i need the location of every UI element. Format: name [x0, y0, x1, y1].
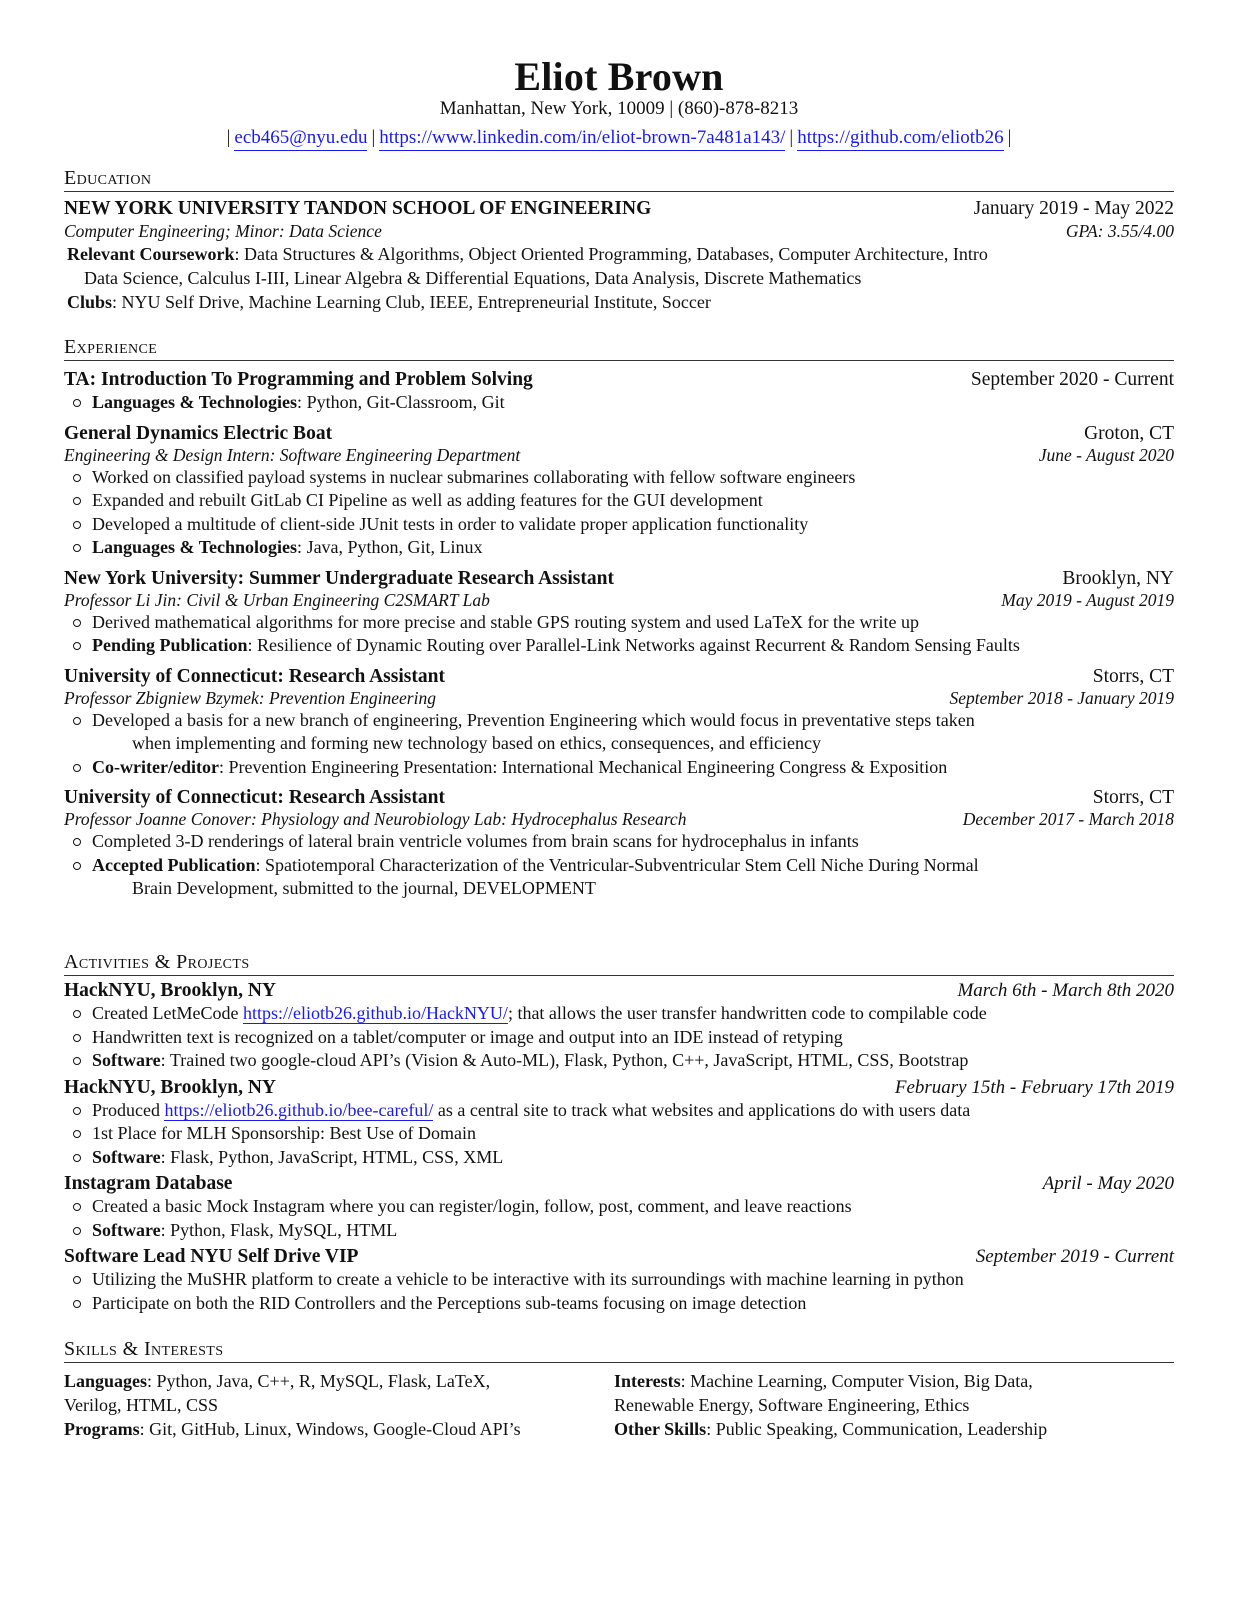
letmecode-link[interactable]: https://eliotb26.github.io/HackNYU/ — [242, 1003, 508, 1023]
bullet-icon — [73, 497, 81, 505]
job-dates: June - August 2020 — [1038, 444, 1174, 465]
coursework-text: Data Structures & Algorithms, Object Oriented Programming, Databases, Computer Architecture, Intro — [244, 244, 988, 264]
job-dates: September 2018 - January 2019 — [949, 687, 1174, 708]
bullet-text: Prevention Engineering Presentation: International Mechanical Engineering Congress & Exposition — [228, 756, 948, 777]
job-role: Professor Zbigniew Bzymek: Prevention Engineering — [64, 687, 436, 708]
project-entry — [64, 1077, 1174, 1170]
bullet-item — [64, 1122, 1174, 1146]
school-name: NEW YORK UNIVERSITY TANDON SCHOOL OF ENGINEERING — [64, 198, 652, 219]
bullet-item — [64, 1195, 1174, 1219]
job-role: Professor Joanne Conover: Physiology and Neurobiology Lab: Hydrocephalus Research — [64, 809, 687, 829]
languages-line: Languages: Python, Java, C++, R, MySQL, Flask, LaTeX, — [64, 1371, 491, 1391]
separator: | — [789, 127, 794, 148]
bullet-icon — [73, 1057, 81, 1065]
project-entry — [64, 980, 1174, 1073]
bullet-item: Co-writer/editor: Prevention Engineering Presentation: International Mechanical Engineering Congress & Exposition — [64, 756, 1174, 780]
bullet-label: Languages & Technologies — [92, 537, 298, 557]
job-subheader — [64, 445, 1174, 466]
programs-line: Programs: Git, GitHub, Linux, Windows, Google-Cloud API’s — [64, 1419, 521, 1439]
clubs-label: Clubs — [67, 292, 113, 312]
bullet-item: Accepted Publication: Spatiotemporal Characterization of the Ventricular-Subventricular Stem Cell Niche During Normal Brain Development, submitted to the journal, DEVELOPMENT — [64, 854, 1174, 901]
bullet-text: Developed a multitude of client-side JUnit tests in order to validate proper application functionality — [92, 513, 809, 534]
bullet-text: Trained two google-cloud API’s (Vision & Auto-ML), Flask, Python, C++, JavaScript, HTML, CSS, Bootstrap — [169, 1050, 969, 1070]
bullet-text: 1st Place for MLH Sponsorship: Best Use of Domain — [92, 1123, 476, 1143]
email-link[interactable]: ecb465@nyu.edu — [234, 127, 367, 151]
job-header — [64, 666, 1174, 688]
degree: Computer Engineering; Minor: Data Science — [64, 221, 382, 241]
bullet-item: Languages & Technologies: Java, Python, Git, Linux — [64, 536, 1174, 560]
github-link[interactable]: https://github.com/eliotb26 — [797, 127, 1003, 151]
job-header — [64, 568, 1174, 590]
clubs-text: NYU Self Drive, Machine Learning Club, IEEE, Entrepreneurial Institute, Soccer — [121, 292, 711, 312]
job-header — [64, 369, 1174, 391]
project-title: Instagram Database — [64, 1173, 233, 1194]
bullet-item: Software: Trained two google-cloud API’s (Vision & Auto-ML), Flask, Python, C++, JavaScript, HTML, CSS, Bootstrap — [64, 1049, 1174, 1073]
interests-label: Interests — [614, 1371, 681, 1391]
bullet-text: Utilizing the MuSHR platform to create a vehicle to be interactive with its surroundings with machine learning in python — [92, 1269, 964, 1289]
job-bullets — [64, 709, 1174, 780]
bullet-item — [64, 1002, 1174, 1026]
job-location: Brooklyn, NY — [1062, 567, 1174, 589]
job-subheader — [64, 688, 1174, 709]
bullet-icon — [73, 1034, 81, 1042]
bullet-icon — [73, 544, 81, 552]
bullet-icon — [73, 521, 81, 529]
separator: | — [226, 127, 231, 148]
bullet-text: Flask, Python, JavaScript, HTML, CSS, XML — [170, 1146, 504, 1167]
bullet-icon — [73, 838, 81, 846]
job-subheader — [64, 590, 1174, 611]
address-phone: Manhattan, New York, 10009 | (860)-878-8213 — [439, 98, 799, 119]
bullet-label: Software — [92, 1146, 161, 1167]
interests-line: Interests: Machine Learning, Computer Vision, Big Data, — [614, 1371, 1033, 1391]
job-title: General Dynamics Electric Boat — [64, 422, 333, 444]
job-entry — [64, 666, 1174, 780]
job-bullets — [64, 391, 1174, 415]
bee-careful-link[interactable]: https://eliotb26.github.io/bee-careful/ — [164, 1099, 434, 1120]
job-bullets — [64, 466, 1174, 560]
bullet-text: ; that allows the user transfer handwritten code to compilable code — [507, 1003, 987, 1023]
programs-label: Programs — [64, 1419, 140, 1439]
bullet-icon — [73, 619, 81, 627]
bullet-item — [64, 709, 1174, 756]
job-role: Engineering & Design Intern: Software Engineering Department — [64, 444, 521, 465]
project-header — [64, 1173, 1174, 1195]
job-dates: September 2020 - Current — [970, 369, 1174, 390]
job-entry — [64, 787, 1174, 901]
section-heading-education: Education — [64, 165, 1174, 192]
bullet-text: Python, Git-Classroom, Git — [306, 392, 505, 412]
bullet-label: Accepted Publication — [92, 854, 256, 875]
bullet-text: Created LetMeCode — [92, 1003, 243, 1023]
languages-label: Languages — [64, 1371, 148, 1391]
project-bullets — [64, 1195, 1174, 1242]
bullet-icon — [73, 1227, 81, 1235]
interests-text: Machine Learning, Computer Vision, Big Data, — [690, 1371, 1033, 1391]
bullet-icon — [73, 1130, 81, 1138]
project-bullets — [64, 1099, 1174, 1170]
project-bullets — [64, 1002, 1174, 1073]
bullet-text: Created a basic Mock Instagram where you can register/login, follow, post, comment, and leave reactions — [92, 1196, 852, 1216]
project-entry — [64, 1173, 1174, 1242]
job-title: TA: Introduction To Programming and Problem Solving — [64, 369, 533, 390]
separator: | — [371, 127, 376, 148]
education-dates: January 2019 - May 2022 — [973, 198, 1174, 219]
separator: | — [1007, 127, 1012, 148]
bullet-icon — [73, 642, 81, 650]
bullet-text: Developed a basis for a new branch of engineering, Prevention Engineering which would focus in preventative steps taken — [92, 709, 975, 730]
experience-section — [64, 334, 1174, 901]
bullet-icon — [73, 1300, 81, 1308]
job-header — [64, 787, 1174, 809]
job-header — [64, 423, 1174, 445]
project-title: Software Lead NYU Self Drive VIP — [64, 1246, 359, 1267]
programs-text: Git, GitHub, Linux, Windows, Google-Cloud API’s — [149, 1419, 521, 1439]
languages-continued: Verilog, HTML, CSS — [64, 1395, 219, 1415]
bullet-text: Spatiotemporal Characterization of the Ventricular-Subventricular Stem Cell Niche During Normal — [265, 854, 979, 875]
project-header — [64, 1246, 1174, 1268]
other-skills-label: Other Skills — [614, 1419, 707, 1439]
other-skills-text: Public Speaking, Communication, Leadership — [715, 1419, 1048, 1439]
coursework: Relevant Coursework: Data Structures & Algorithms, Object Oriented Programming, Databases, Computer Architecture, Intro — [67, 244, 988, 264]
coursework-label: Relevant Coursework — [67, 244, 235, 264]
degree-row — [64, 221, 1174, 242]
bullet-text: Resilience of Dynamic Routing over Parallel-Link Networks against Recurrent & Random Sensing Faults — [257, 635, 1020, 655]
bullet-text: Handwritten text is recognized on a tablet/computer or image and output into an IDE instead of retyping — [92, 1026, 843, 1047]
bullet-item — [64, 1268, 1174, 1292]
bullet-icon — [73, 1154, 81, 1162]
bullet-text: Participate on both the RID Controllers and the Perceptions sub-teams focusing on image detection — [92, 1292, 807, 1313]
education-section — [64, 165, 1174, 314]
bullet-label: Co-writer/editor — [92, 756, 219, 777]
job-location: Storrs, CT — [1092, 787, 1174, 808]
bullet-item — [64, 489, 1174, 513]
job-title: New York University: Summer Undergraduate Research Assistant — [64, 567, 614, 589]
job-subheader — [64, 809, 1174, 830]
project-header — [64, 1077, 1174, 1099]
bullet-label: Pending Publication — [92, 635, 248, 655]
job-location: Groton, CT — [1084, 422, 1174, 444]
gpa: GPA: 3.55/4.00 — [1065, 221, 1174, 241]
bullet-text: Derived mathematical algorithms for more precise and stable GPS routing system and used LaTeX for the write up — [92, 611, 920, 632]
languages-text: Python, Java, C++, R, MySQL, Flask, LaTeX, — [156, 1371, 491, 1391]
interests-continued: Renewable Energy, Software Engineering, Ethics — [614, 1395, 970, 1415]
skills-grid — [64, 1369, 1174, 1441]
job-entry — [64, 568, 1174, 658]
job-entry — [64, 369, 1174, 415]
skills-section — [64, 1336, 1174, 1441]
project-entry — [64, 1246, 1174, 1315]
bullet-icon — [73, 1276, 81, 1284]
candidate-name: Eliot Brown — [514, 54, 724, 99]
linkedin-link[interactable]: https://www.linkedin.com/in/eliot-brown-7a481a143/ — [379, 127, 785, 151]
bullet-item: Languages & Technologies: Python, Git-Classroom, Git — [64, 391, 1174, 415]
bullet-icon — [73, 1203, 81, 1211]
job-dates: May 2019 - August 2019 — [1001, 589, 1174, 610]
bullet-item — [64, 466, 1174, 490]
job-bullets — [64, 611, 1174, 658]
bullet-icon — [73, 717, 81, 725]
other-skills-line: Other Skills: Public Speaking, Communication, Leadership — [614, 1419, 1048, 1439]
bullet-text: as a central site to track what websites and applications do with users data — [433, 1099, 971, 1120]
section-heading-projects: Activities & Projects — [64, 949, 1174, 976]
bullet-item — [64, 1292, 1174, 1316]
bullet-icon — [73, 399, 81, 407]
job-role: Professor Li Jin: Civil & Urban Engineering C2SMART Lab — [64, 589, 490, 610]
bullet-item: Pending Publication: Resilience of Dynamic Routing over Parallel-Link Networks against Recurrent & Random Sensing Faults — [64, 634, 1174, 658]
project-title: HackNYU, Brooklyn, NY — [64, 980, 276, 1001]
bullet-text: Worked on classified payload systems in nuclear submarines collaborating with fellow software engineers — [92, 466, 856, 487]
job-dates: December 2017 - March 2018 — [962, 809, 1174, 829]
contact-links — [64, 125, 1174, 151]
project-dates: September 2019 - Current — [975, 1246, 1174, 1267]
bullet-item — [64, 1026, 1174, 1050]
bullet-label: Languages & Technologies — [92, 392, 298, 412]
projects-section — [64, 949, 1174, 1315]
bullet-icon — [73, 764, 81, 772]
job-title: University of Connecticut: Research Assistant — [64, 787, 445, 808]
bullet-item: Software: Flask, Python, JavaScript, HTML, CSS, XML — [64, 1146, 1174, 1170]
project-dates: March 6th - March 8th 2020 — [957, 980, 1174, 1001]
bullet-text-continued: when implementing and forming new technology based on ethics, consequences, and efficiency — [132, 733, 821, 753]
bullet-text-continued: Brain Development, submitted to the journal, DEVELOPMENT — [132, 878, 596, 898]
bullet-icon — [73, 1010, 81, 1018]
bullet-icon — [73, 862, 81, 870]
bullet-text: Java, Python, Git, Linux — [306, 537, 483, 557]
bullet-icon — [73, 474, 81, 482]
bullet-text: Produced — [92, 1099, 165, 1120]
bullet-text: Python, Flask, MySQL, HTML — [170, 1219, 398, 1240]
clubs: Clubs: NYU Self Drive, Machine Learning Club, IEEE, Entrepreneurial Institute, Soccer — [67, 292, 711, 312]
project-bullets — [64, 1268, 1174, 1315]
education-header — [64, 198, 1174, 220]
coursework-continued: Data Science, Calculus I-III, Linear Algebra & Differential Equations, Data Analysis, Discrete Mathematics — [84, 268, 862, 288]
job-title: University of Connecticut: Research Assistant — [64, 665, 445, 687]
bullet-label: Software — [92, 1050, 161, 1070]
project-dates: April - May 2020 — [1042, 1173, 1174, 1194]
section-heading-skills: Skills & Interests — [64, 1336, 1174, 1363]
job-location: Storrs, CT — [1092, 665, 1174, 687]
bullet-item: Software: Python, Flask, MySQL, HTML — [64, 1219, 1174, 1243]
project-header — [64, 980, 1174, 1002]
bullet-text: Completed 3-D renderings of lateral brain ventricle volumes from brain scans for hydrocephalus in infants — [92, 831, 859, 851]
bullet-item — [64, 1099, 1174, 1123]
bullet-text: Expanded and rebuilt GitLab CI Pipeline as well as adding features for the GUI development — [92, 490, 763, 510]
bullet-icon — [73, 1107, 81, 1115]
project-title: HackNYU, Brooklyn, NY — [64, 1076, 276, 1098]
bullet-item — [64, 611, 1174, 635]
section-heading-experience: Experience — [64, 334, 1174, 361]
job-bullets — [64, 830, 1174, 901]
bullet-label: Software — [92, 1219, 161, 1240]
bullet-item — [64, 513, 1174, 537]
job-entry — [64, 423, 1174, 560]
project-dates: February 15th - February 17th 2019 — [894, 1076, 1174, 1098]
bullet-item — [64, 830, 1174, 854]
